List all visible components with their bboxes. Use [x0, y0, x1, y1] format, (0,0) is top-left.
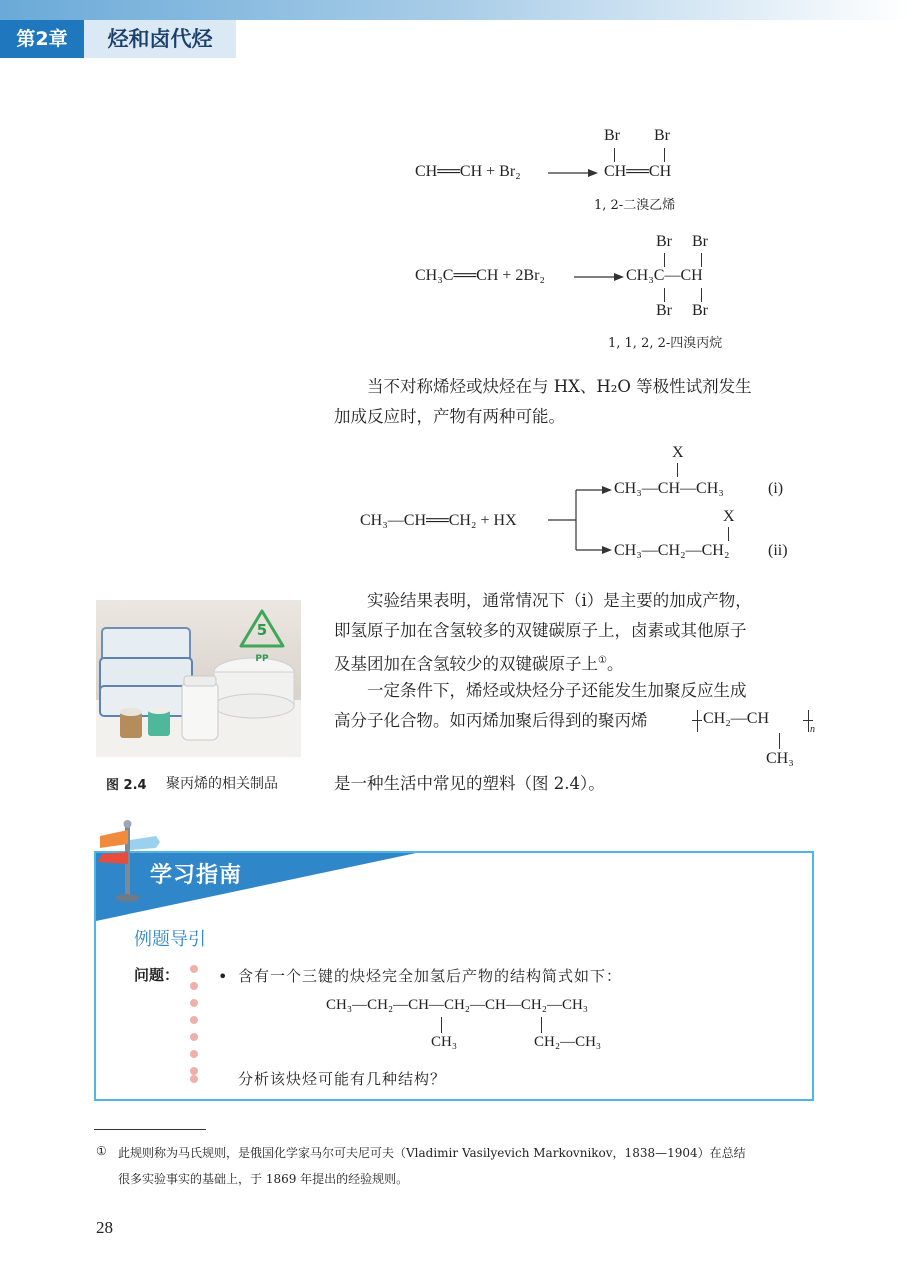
footnote-line-1: 此规则称为马氏规则，是俄国化学家马尔可夫尼可夫（Vladimir Vasilyevich Markovnikov，1838—1904）在总结 — [118, 1146, 746, 1160]
paragraph-2-line-3-text: 及基团加在含氢较少的双键碳原子上 — [334, 654, 598, 674]
bullet-icon: • — [218, 967, 228, 986]
dot — [190, 1067, 198, 1075]
reaction-2-caption: 1, 1, 2, 2-四溴丙烷 — [608, 336, 723, 351]
recycle-label: PP — [255, 654, 269, 664]
reaction-arrow-icon — [574, 270, 624, 284]
dot — [190, 1075, 198, 1083]
reaction-arrow-icon — [548, 166, 598, 180]
footnote-line-2: 很多实验事实的基础上，于 1869 年提出的经验规则。 — [118, 1172, 409, 1186]
alkane-branch-methyl: CH₃ — [431, 1034, 458, 1050]
paragraph-2 — [334, 586, 820, 680]
reaction-3-reactants: CH₃—CH══CH₂ + HX — [360, 512, 517, 529]
reaction-3-product-ii: CH₃—CH₂—CH₂ — [614, 542, 730, 559]
bracket-right — [808, 710, 809, 732]
study-guide-title: 学习指南 — [150, 863, 243, 888]
chapter-title: 烃和卤代烃 — [84, 20, 236, 58]
bond-line — [701, 253, 702, 267]
paragraph-2-line-1: 实验结果表明，通常情况下（i）是主要的加成产物， — [367, 591, 752, 610]
reaction-3-product-i: CH₃—CH—CH₃ — [614, 480, 724, 497]
footnote-rule — [94, 1129, 206, 1130]
study-guide-section-title: 例题导引 — [134, 929, 206, 950]
reaction-2-reactants: CH₃C══CH + 2Br₂ — [415, 267, 545, 284]
question-ask: 分析该炔烃可能有几种结构？ — [238, 1070, 447, 1088]
bond-line — [541, 1017, 542, 1033]
reaction-3-label-ii: (ii) — [768, 542, 788, 559]
alkane-structure: CH₃—CH₂—CH—CH₂—CH—CH₂—CH₃ — [326, 997, 589, 1013]
footnote-mark: ① — [96, 1144, 107, 1158]
header-gradient-strip — [0, 0, 910, 20]
reaction-3-label-i: (i) — [768, 480, 784, 497]
bond-line — [614, 148, 615, 162]
paragraph-2-line-3-end: 。 — [606, 654, 624, 674]
bond-line — [664, 148, 665, 162]
dot — [190, 965, 198, 973]
paragraph-2-line-2: 即氢原子加在含氢较多的双键碳原子上，卤素或其他原子 — [334, 621, 747, 640]
paragraph-3-line-2: 高分子化合物。如丙烯加聚后得到的聚丙烯 — [334, 711, 648, 730]
reaction-2-br-bottom-left: Br — [656, 302, 672, 319]
paragraph-1-line-1: 当不对称烯烃或炔烃在与 HX、H₂O 等极性试剂发生 — [367, 377, 752, 396]
figure-caption: 聚丙烯的相关制品 — [166, 776, 278, 792]
dot — [190, 1033, 198, 1041]
polymer-repeat-unit: CH₂—CH — [703, 710, 770, 727]
dot — [190, 1016, 198, 1024]
page-number: 28 — [96, 1218, 113, 1237]
paragraph-2-line-3 — [334, 646, 820, 680]
bond-line — [664, 253, 665, 267]
dot — [190, 1050, 198, 1058]
bond-line — [441, 1017, 442, 1033]
reaction-2-br-bottom-right: Br — [692, 302, 708, 319]
paragraph-1-line-2: 加成反应时，产物有两种可能。 — [334, 407, 565, 426]
reaction-3-substituent-i: X — [672, 444, 684, 461]
chapter-badge: 第2章 — [0, 20, 84, 58]
dot — [190, 999, 198, 1007]
bond-line — [664, 288, 665, 302]
reaction-1-product: CH══CH — [604, 163, 672, 180]
paragraph-3-line-1: 一定条件下，烯烃或炔烃分子还能发生加聚反应生成 — [367, 681, 747, 700]
bracket-tick — [692, 720, 702, 721]
bracket-tick — [803, 720, 813, 721]
bond-line — [779, 733, 780, 749]
reaction-2-br-top-right: Br — [692, 233, 708, 250]
bond-line — [728, 527, 729, 541]
reaction-3-substituent-ii: X — [723, 508, 735, 525]
recycle-code: 5 — [256, 621, 268, 639]
question-label: 问题： — [134, 966, 180, 984]
bracket-left — [697, 710, 698, 732]
reaction-1-br-right: Br — [654, 127, 670, 144]
footnote-reference[interactable]: ① — [598, 655, 607, 666]
figure-number: 图 2.4 — [106, 778, 147, 793]
reaction-1-reactants: CH══CH + Br₂ — [415, 163, 521, 180]
polymer-substituent: CH₃ — [766, 750, 794, 767]
dot — [190, 982, 198, 990]
paragraph-3-line-3: 是一种生活中常见的塑料（图 2.4）。 — [334, 774, 605, 793]
question-text: 含有一个三键的炔烃完全加氢后产物的结构简式如下： — [238, 967, 623, 985]
reaction-1-caption: 1, 2-二溴乙烯 — [594, 198, 676, 213]
bond-line — [677, 463, 678, 477]
bond-line — [701, 288, 702, 302]
alkane-branch-ethyl: CH₂—CH₃ — [534, 1034, 602, 1050]
paragraph-1 — [334, 372, 814, 432]
reaction-2-product: CH₃C—CH — [626, 267, 703, 284]
reaction-1-br-left: Br — [604, 127, 620, 144]
polymer-subscript: n — [810, 724, 815, 735]
figure-photo — [96, 600, 301, 757]
branching-arrow-icon — [548, 482, 612, 558]
reaction-2-br-top-left: Br — [656, 233, 672, 250]
